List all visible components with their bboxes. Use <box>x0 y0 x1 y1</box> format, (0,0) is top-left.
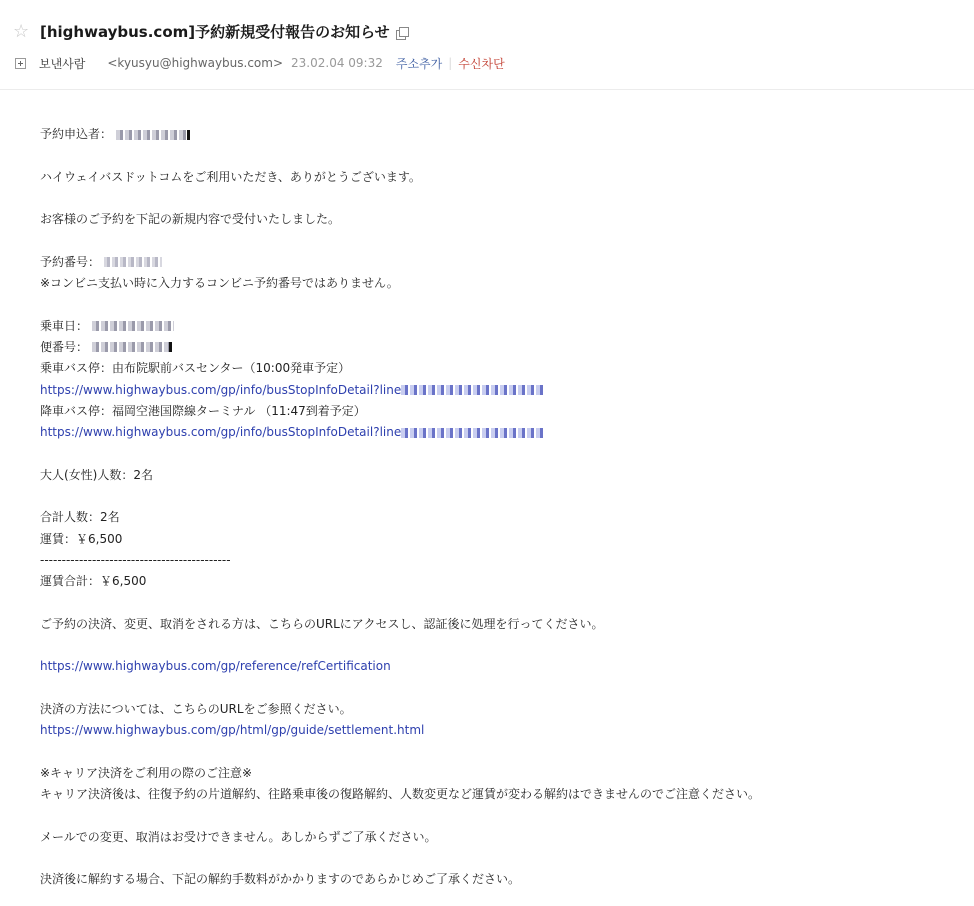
fare-line: 運賃：￥6,500 <box>40 531 123 546</box>
alighting-stop-line: 降車バス停：福岡空港国際線ターミナル （11:47到着予定） <box>40 403 366 418</box>
reservation-number-label: 予約番号： <box>40 254 101 269</box>
certification-link[interactable]: https://www.highwaybus.com/gp/reference/refCertification <box>40 659 391 674</box>
flight-number-line <box>40 337 940 358</box>
boarding-stop-line: 乗車バス停：由布院駅前バスセンター（10:00発車予定） <box>40 361 351 376</box>
block-sender-link[interactable]: 수신차단 <box>458 56 505 71</box>
fare-total-line: 運賃合計：￥6,500 <box>40 574 147 589</box>
greeting-line: ハイウェイバスドットコムをご利用いただき、ありがとうございます。 <box>40 169 421 184</box>
mail-subject <box>40 21 408 42</box>
change-instructions-line: ご予約の決済、変更、取消をされる方は、こちらのURLにアクセスし、認証後に処理を行ってください。 <box>40 616 604 631</box>
flight-number-label: 便番号： <box>40 339 89 354</box>
sender-row <box>15 55 505 71</box>
masked-applicant-name <box>116 130 190 140</box>
star-icon[interactable]: ☆ <box>13 21 30 42</box>
applicant-line <box>40 124 940 145</box>
alighting-stop-link-line <box>40 422 940 443</box>
carrier-note-body-line: キャリア決済後は、往復予約の片道解約、往路乗車後の復路解約、人数変更など運賃が変わる解約はできませんのでご注意ください。 <box>40 787 761 802</box>
alighting-stop-link[interactable]: https://www.highwaybus.com/gp/info/busStopInfoDetail?line <box>40 425 402 440</box>
carrier-note-title-line: ※キャリア決済をご利用の際のご注意※ <box>40 765 253 780</box>
separator: | <box>448 56 453 70</box>
divider-line: -------------------------------------------- <box>40 552 231 567</box>
masked-boarding-date <box>92 321 174 331</box>
add-address-link[interactable]: 주소추가 <box>395 56 443 71</box>
boarding-date-line <box>40 316 940 337</box>
adult-female-count-line: 大人(女性)人数：2名 <box>40 467 153 482</box>
settlement-link[interactable]: https://www.highwaybus.com/gp/html/gp/guide/settlement.html <box>40 723 425 738</box>
cancel-fee-note-line: 決済後に解約する場合、下記の解約手数料がかかりますのであらかじめご了承ください。 <box>40 872 521 887</box>
expand-plus-icon[interactable] <box>15 58 26 69</box>
mail-date: 23.02.04 09:32 <box>291 56 383 70</box>
boarding-stop-link[interactable]: https://www.highwaybus.com/gp/info/busStopInfoDetail?line <box>40 382 402 397</box>
settlement-intro-line: 決済の方法については、こちらのURLをご参照ください。 <box>40 702 352 717</box>
copy-icon[interactable] <box>396 27 408 39</box>
masked-reservation-number <box>104 257 162 267</box>
mail-subject-text: [highwaybus.com]予約新規受付報告のお知らせ <box>40 23 390 41</box>
accepted-line: お客様のご予約を下記の新規内容で受付いたしました。 <box>40 212 341 227</box>
sender-label: 보낸사람 <box>39 56 86 71</box>
settlement-link-line <box>40 720 940 741</box>
boarding-date-label: 乗車日： <box>40 318 89 333</box>
applicant-label: 予約申込者： <box>40 127 113 141</box>
mail-body <box>40 124 940 891</box>
masked-alighting-stop-params <box>401 428 543 438</box>
sender-email[interactable]: <kyusyu@highwaybus.com> <box>107 56 284 70</box>
mail-header <box>0 0 974 90</box>
reservation-number-line <box>40 252 940 273</box>
boarding-stop-link-line <box>40 380 940 401</box>
total-count-line: 合計人数：2名 <box>40 510 120 525</box>
mail-note-line: メールでの変更、取消はお受けできません。あしからずご了承ください。 <box>40 829 437 844</box>
masked-boarding-stop-params <box>401 385 543 395</box>
convenience-note-line: ※コンビニ支払い時に入力するコンビニ予約番号ではありません。 <box>40 276 399 291</box>
masked-flight-number <box>92 342 172 352</box>
certification-link-line <box>40 656 940 677</box>
